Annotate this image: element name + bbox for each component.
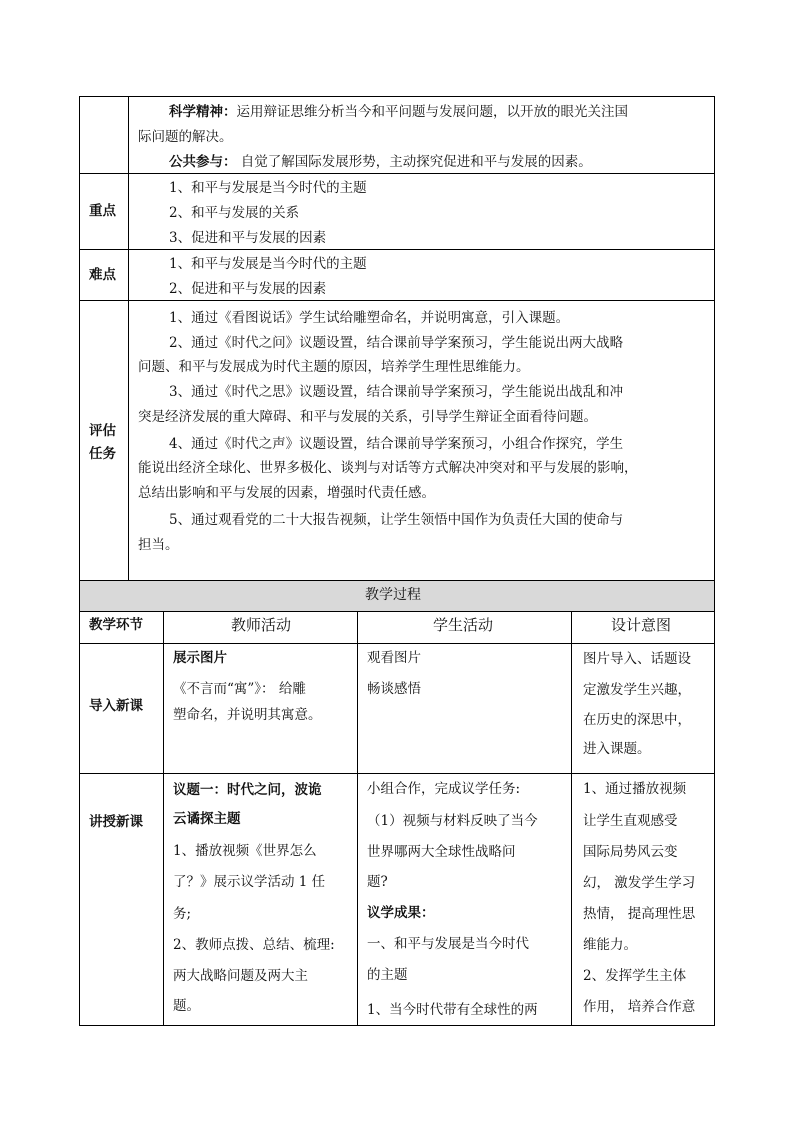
lecture-intent-line: 维能力。 bbox=[583, 937, 637, 953]
row-divider bbox=[79, 580, 715, 581]
header-teacher-activity: 教师活动 bbox=[231, 616, 292, 634]
lecture-student-line: 一、和平与发展是当今时代 bbox=[367, 936, 529, 952]
intro-intent-line: 在历史的深思中， bbox=[583, 712, 691, 728]
lecture-teacher-line: 2、教师点拨、总结、梳理: bbox=[173, 937, 335, 953]
lecture-intent-line: 国际局势风云变 bbox=[583, 844, 678, 860]
table-border-bottom bbox=[79, 1025, 715, 1026]
table-border-left bbox=[79, 96, 80, 1026]
assessment-line: 问题、和平与发展成为时代主题的原因，培养学生理性思维能力。 bbox=[138, 359, 530, 375]
intro-intent-line: 图片导入、话题设 bbox=[583, 651, 691, 667]
row-divider bbox=[79, 300, 715, 301]
stage-intro: 导入新课 bbox=[89, 698, 143, 714]
table-border-right bbox=[714, 96, 715, 1026]
lecture-student-line: 题? bbox=[367, 874, 388, 890]
key-point-item: 3、促进和平与发展的因素 bbox=[169, 230, 327, 246]
lecture-student-line: 世界哪两大全球性战略问 bbox=[367, 844, 516, 860]
assessment-line: 4、通过《时代之声》议题设置，结合课前导学案预习，小组合作探究，学生 bbox=[169, 436, 624, 452]
assessment-line: 担当。 bbox=[138, 537, 179, 553]
lecture-student-line: （1）视频与材料反映了当今 bbox=[367, 813, 538, 829]
objective-science-line1: 科学精神：运用辩证思维分析当今和平问题与发展问题，以开放的眼光关注国 bbox=[169, 104, 628, 120]
difficult-point-item: 2、促进和平与发展的因素 bbox=[169, 281, 327, 297]
row-divider bbox=[79, 773, 715, 774]
intro-intent-line: 定激发学生兴趣， bbox=[583, 682, 691, 698]
assessment-label: 任务 bbox=[89, 446, 116, 462]
lecture-student-line: 的主题 bbox=[367, 967, 408, 983]
difficult-point-item: 1、和平与发展是当今时代的主题 bbox=[169, 256, 367, 272]
header-stage: 教学环节 bbox=[89, 617, 143, 633]
row-divider bbox=[79, 643, 715, 644]
lecture-intent-line: 2、发挥学生主体 bbox=[583, 968, 687, 984]
intro-teacher-line: 塑命名，并说明其寓意。 bbox=[173, 707, 322, 723]
intro-teacher-line: 《不言而“寓”》： 给雕 bbox=[173, 681, 306, 697]
assessment-line: 1、通过《看图说话》学生试给雕塑命名，并说明寓意，引入课题。 bbox=[169, 310, 570, 326]
key-point-item: 2、和平与发展的关系 bbox=[169, 205, 300, 221]
column-divider bbox=[163, 611, 164, 1026]
intro-teacher-line: 展示图片 bbox=[173, 650, 227, 666]
key-point-item: 1、和平与发展是当今时代的主题 bbox=[169, 180, 367, 196]
lecture-student-line: 1、当今时代带有全球性的两 bbox=[367, 1002, 538, 1018]
lecture-intent-line: 作用， 培养合作意 bbox=[583, 999, 696, 1015]
difficult-points-label: 难点 bbox=[89, 267, 116, 283]
column-divider bbox=[571, 611, 572, 1026]
objective-science-line2: 际问题的解决。 bbox=[138, 129, 233, 145]
lecture-teacher-line: 云谲探主题 bbox=[173, 811, 241, 827]
row-divider bbox=[79, 173, 715, 174]
table-border-top bbox=[79, 96, 715, 97]
assessment-line: 能说出经济全球化、世界多极化、谈判与对话等方式解决冲突对和平与发展的影响， bbox=[138, 460, 638, 476]
lecture-student-line: 议学成果： bbox=[367, 905, 435, 921]
intro-student-line: 畅谈感悟 bbox=[367, 681, 421, 697]
intro-intent-line: 进入课题。 bbox=[583, 741, 651, 757]
assessment-line: 5、通过观看党的二十大报告视频，让学生领悟中国作为负责任大国的使命与 bbox=[169, 512, 624, 528]
assessment-line: 突是经济发展的重大障碍、和平与发展的关系，引导学生辩证全面看待问题。 bbox=[138, 409, 597, 425]
lecture-teacher-line: 两大战略问题及两大主 bbox=[173, 968, 308, 984]
lecture-intent-line: 幻， 激发学生学习 bbox=[583, 875, 696, 891]
assessment-line: 总结出影响和平与发展的因素，增强时代责任感。 bbox=[138, 485, 435, 501]
row-divider bbox=[79, 249, 715, 250]
lecture-teacher-line: 题。 bbox=[173, 998, 200, 1014]
lecture-teacher-line: 议题一：时代之问，波诡 bbox=[173, 782, 322, 798]
column-divider bbox=[357, 611, 358, 1026]
lecture-intent-line: 让学生直观感受 bbox=[583, 813, 678, 829]
assessment-line: 3、通过《时代之思》议题设置，结合课前导学案预习，学生能说出战乱和冲 bbox=[169, 384, 624, 400]
lecture-intent-line: 热情， 提高理性思 bbox=[583, 906, 696, 922]
objective-public-participation: 公共参与： 自觉了解国际发展形势，主动探究促进和平与发展的因素。 bbox=[169, 154, 592, 170]
process-title: 教学过程 bbox=[365, 587, 421, 603]
assessment-line: 2、通过《时代之问》议题设置，结合课前导学案预习，学生能说出两大战略 bbox=[169, 335, 624, 351]
assessment-label: 评估 bbox=[89, 423, 116, 439]
lecture-student-line: 小组合作，完成议学任务: bbox=[367, 781, 521, 797]
lecture-teacher-line: 1、播放视频《世界怎么 bbox=[173, 843, 317, 859]
lecture-teacher-line: 务; bbox=[173, 906, 192, 922]
label-column-divider bbox=[128, 96, 129, 580]
key-points-label: 重点 bbox=[89, 203, 116, 219]
lecture-intent-line: 1、通过播放视频 bbox=[583, 781, 687, 797]
lecture-teacher-line: 了？》展示议学活动 1 任 bbox=[173, 874, 326, 890]
header-student-activity: 学生活动 bbox=[433, 616, 494, 634]
intro-student-line: 观看图片 bbox=[367, 650, 421, 666]
stage-lecture: 讲授新课 bbox=[89, 814, 143, 830]
row-divider bbox=[79, 611, 715, 612]
header-design-intent: 设计意图 bbox=[611, 616, 672, 634]
